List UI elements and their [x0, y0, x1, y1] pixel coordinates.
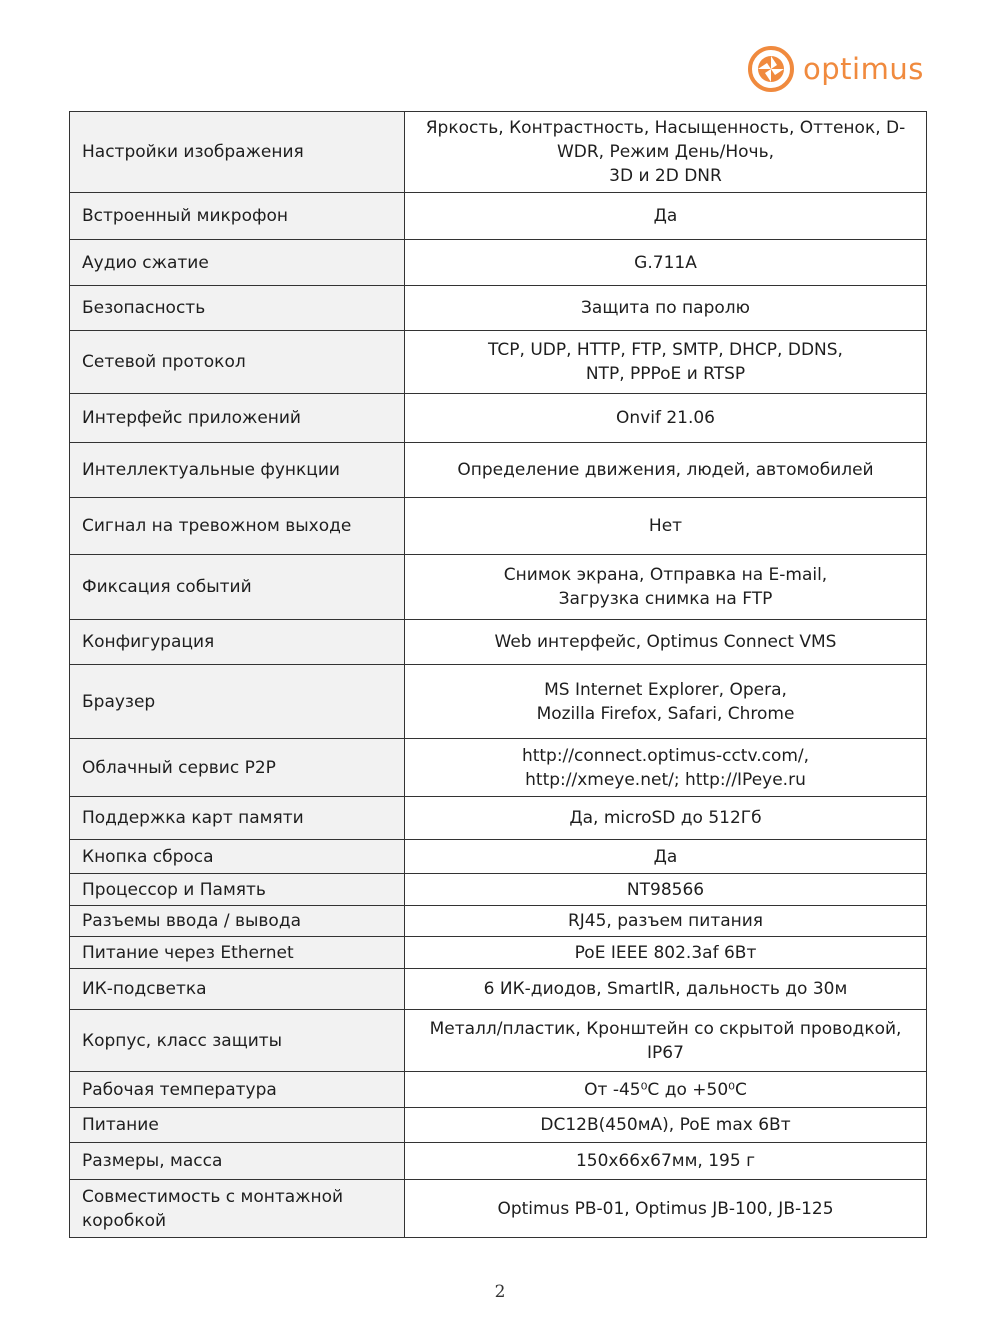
spec-value-line: Optimus PB-01, Optimus JB-100, JB-125 [497, 1198, 834, 1219]
spec-label: Питание через Ethernet [70, 937, 405, 969]
spec-value [405, 1010, 927, 1072]
spec-row [70, 969, 927, 1010]
spec-label: Интеллектуальные функции [70, 443, 405, 498]
spec-row [70, 797, 927, 840]
spec-value [405, 394, 927, 443]
spec-label: Конфигурация [70, 620, 405, 665]
specifications-table [69, 111, 927, 1238]
spec-value-line: Металл/пластик, Кронштейн со скрытой проводкой, [429, 1018, 902, 1039]
spec-value-line: http://connect.optimus-cctv.com/, [521, 745, 810, 766]
spec-row [70, 394, 927, 443]
spec-row [70, 498, 927, 555]
spec-label: Сетевой протокол [70, 331, 405, 394]
spec-value-line: NTP, PPPoE и RTSP [585, 364, 746, 384]
spec-value [405, 193, 927, 240]
spec-value [405, 665, 927, 739]
spec-label: Настройки изображения [70, 112, 405, 193]
spec-label: Безопасность [70, 286, 405, 331]
spec-value [405, 443, 927, 498]
spec-row [70, 1010, 927, 1072]
spec-label: Совместимость с монтажной коробкой [70, 1180, 405, 1238]
spec-label: Размеры, масса [70, 1143, 405, 1180]
spec-value [405, 739, 927, 797]
spec-value [405, 286, 927, 331]
spec-value-line: http://xmeye.net/; http://IPeye.ru [525, 769, 806, 790]
spec-row [70, 240, 927, 286]
spec-value [405, 874, 927, 906]
spec-value [405, 797, 927, 840]
spec-label: Аудио сжатие [70, 240, 405, 286]
spec-value [405, 1143, 927, 1180]
spec-value-line: Да [653, 846, 678, 867]
spec-value-line: Защита по паролю [581, 298, 750, 318]
spec-value-line: Снимок экрана, Отправка на E-mail, [503, 565, 828, 585]
spec-label: Фиксация событий [70, 555, 405, 620]
spec-value-line: От -45⁰С до +50⁰С [584, 1079, 747, 1100]
spec-value [405, 937, 927, 969]
spec-label: ИК-подсветка [70, 969, 405, 1010]
spec-label: Браузер [70, 665, 405, 739]
spec-value-line: Да [653, 206, 678, 226]
spec-row [70, 874, 927, 906]
spec-value-line: TCP, UDP, HTTP, FTP, SMTP, DHCP, DDNS, [488, 340, 843, 360]
spec-label: Встроенный микрофон [70, 193, 405, 240]
spec-value [405, 1180, 927, 1238]
spec-value [405, 840, 927, 874]
spec-value-line: NT98566 [626, 879, 705, 900]
spec-value [405, 331, 927, 394]
spec-label: Разъемы ввода / вывода [70, 906, 405, 937]
spec-value-line: 150х66х67мм, 195 г [575, 1151, 756, 1171]
spec-label: Облачный сервис P2P [70, 739, 405, 797]
spec-value-line: Загрузка снимка на FTP [558, 589, 773, 609]
spec-value-line: 6 ИК-диодов, SmartIR, дальность до 30м [483, 979, 848, 999]
spec-value-line: 3D и 2D DNR [609, 166, 722, 186]
spec-value-line: Да, microSD до 512Гб [569, 808, 762, 828]
spec-row [70, 1180, 927, 1238]
page-number: 2 [494, 1282, 506, 1302]
spec-row [70, 443, 927, 498]
spec-row [70, 1108, 927, 1143]
spec-value-line: Определение движения, людей, автомобилей [457, 460, 874, 480]
spec-row [70, 331, 927, 394]
spec-value [405, 112, 927, 193]
spec-value-line: PoE IEEE 802.3af 6Вт [574, 942, 757, 963]
spec-value [405, 555, 927, 620]
spec-value [405, 1072, 927, 1108]
spec-value [405, 906, 927, 937]
spec-label: Кнопка сброса [70, 840, 405, 874]
spec-label: Интерфейс приложений [70, 394, 405, 443]
spec-row [70, 840, 927, 874]
brand-logo [747, 44, 924, 94]
spec-label: Процессор и Память [70, 874, 405, 906]
spec-label: Поддержка карт памяти [70, 797, 405, 840]
spec-value-line: G.711A [634, 252, 697, 273]
spec-value-line: Нет [648, 516, 683, 536]
spec-value [405, 620, 927, 665]
spec-row [70, 193, 927, 240]
spec-row [70, 906, 927, 937]
spec-value [405, 498, 927, 555]
spec-value-line: MS Internet Explorer, Opera, [544, 679, 787, 700]
spec-value [405, 969, 927, 1010]
spec-value-line: Mozilla Firefox, Safari, Chrome [536, 703, 795, 724]
spec-label: Сигнал на тревожном выходе [70, 498, 405, 555]
spec-value-line: Onvif 21.06 [616, 408, 715, 428]
spec-value [405, 240, 927, 286]
spec-label: Рабочая температура [70, 1072, 405, 1108]
spec-label: Питание [70, 1108, 405, 1143]
spec-row [70, 1143, 927, 1180]
spec-value-line: IP67 [647, 1042, 684, 1063]
spec-row [70, 286, 927, 331]
brand-name: optimus [803, 51, 924, 86]
spec-label: Корпус, класс защиты [70, 1010, 405, 1072]
spec-value-line: Яркость, Контрастность, Насыщенность, Оттенок, D- [425, 118, 906, 138]
optimus-aperture-icon [747, 45, 795, 93]
spec-value [405, 1108, 927, 1143]
spec-row [70, 1072, 927, 1108]
spec-row [70, 665, 927, 739]
spec-row [70, 112, 927, 193]
spec-value-line: Web интерфейс, Optimus Connect VMS [494, 632, 837, 652]
spec-row [70, 555, 927, 620]
spec-value-line: RJ45, разъем питания [567, 911, 764, 931]
spec-value-line: WDR, Режим День/Ночь, [556, 142, 775, 162]
spec-row [70, 937, 927, 969]
spec-row [70, 739, 927, 797]
spec-row [70, 620, 927, 665]
spec-value-line: DC12B(450мА), PoE max 6Вт [540, 1115, 791, 1135]
